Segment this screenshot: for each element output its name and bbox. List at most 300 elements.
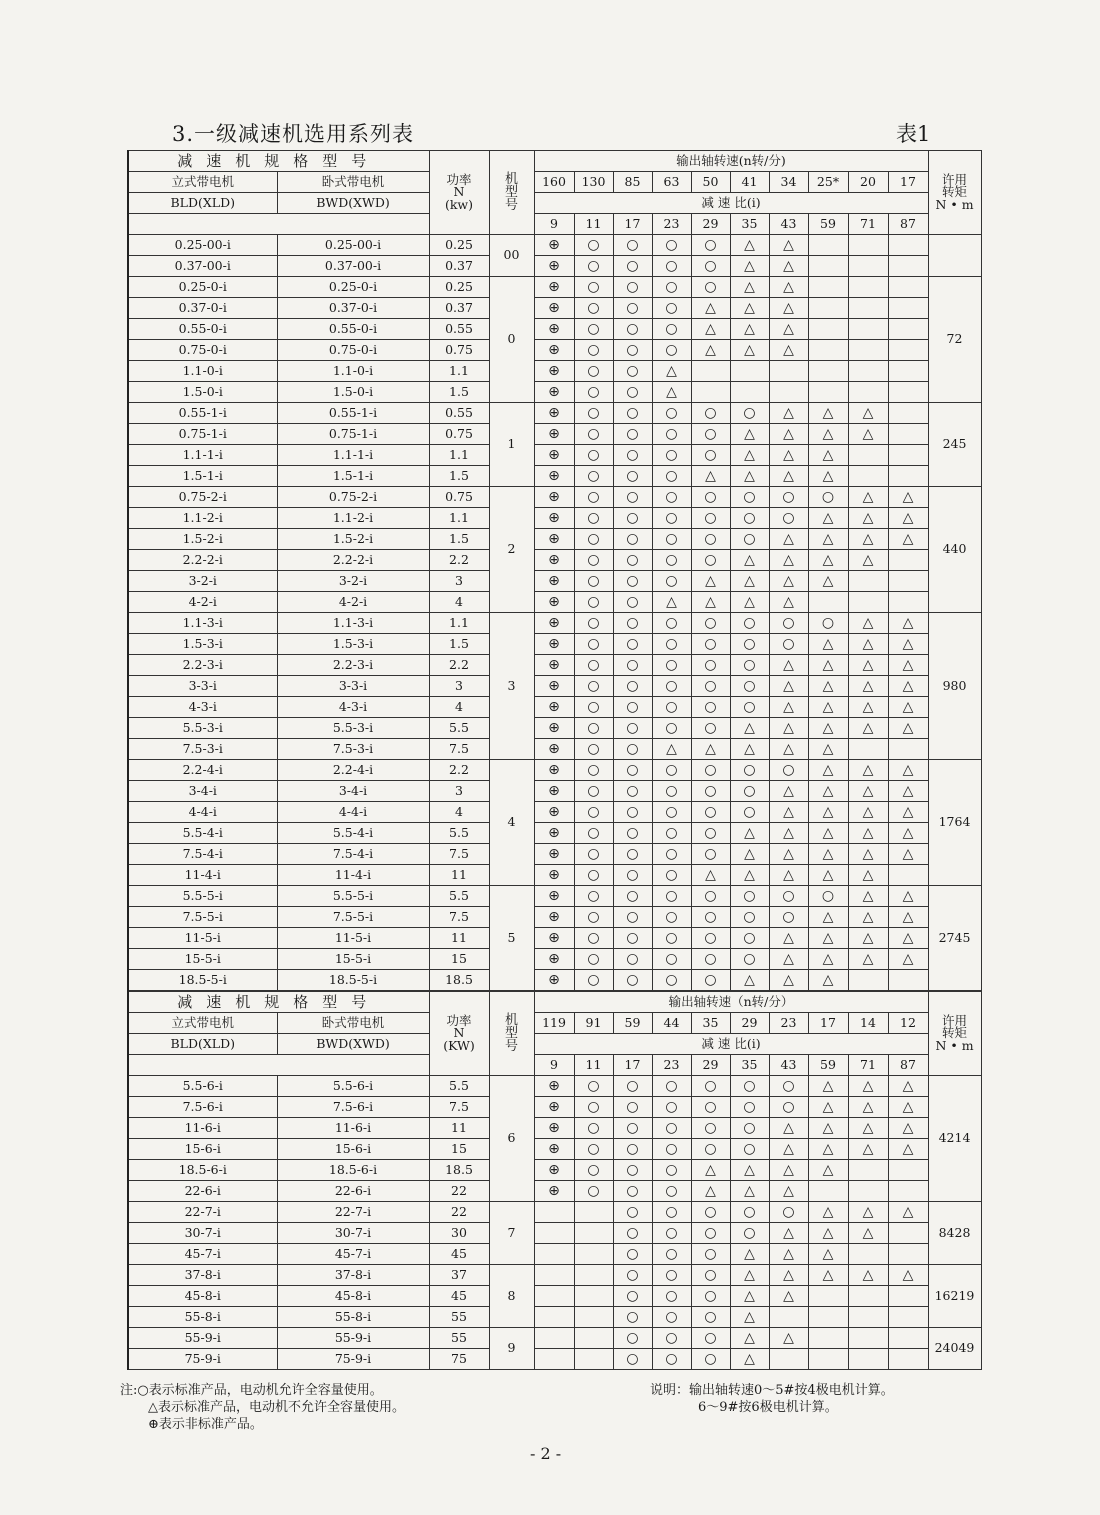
- torque-value: 980: [928, 613, 981, 760]
- standard-limited-icon: △: [808, 739, 848, 760]
- nonstandard-icon: ⊕: [534, 1097, 574, 1118]
- standard-full-icon: ○: [652, 298, 691, 319]
- standard-limited-icon: △: [888, 928, 928, 949]
- empty-cell: [848, 970, 888, 991]
- empty-cell: [888, 403, 928, 424]
- empty-cell: [888, 1328, 928, 1349]
- vertical-model: 0.55-0-i: [128, 319, 277, 340]
- nonstandard-icon: ⊕: [534, 550, 574, 571]
- ratio-value: 23: [652, 214, 691, 235]
- nonstandard-icon: ⊕: [534, 1139, 574, 1160]
- standard-full-icon: ○: [691, 949, 730, 970]
- standard-limited-icon: △: [848, 1265, 888, 1286]
- nonstandard-icon: ⊕: [534, 676, 574, 697]
- header-spacer: [128, 214, 429, 235]
- standard-full-icon: ○: [574, 844, 613, 865]
- speed-value: 44: [652, 1013, 691, 1034]
- note-line-3: ⊕表示非标准产品。: [148, 1417, 263, 1432]
- standard-full-icon: ○: [652, 1349, 691, 1370]
- torque-value: 4214: [928, 1076, 981, 1202]
- speed-value: 25*: [808, 172, 848, 193]
- power-value: 0.25: [429, 235, 489, 256]
- standard-limited-icon: △: [808, 781, 848, 802]
- standard-limited-icon: △: [691, 298, 730, 319]
- power-value: 0.37: [429, 256, 489, 277]
- power-value: 5.5: [429, 1076, 489, 1097]
- horizontal-model: 3-4-i: [277, 781, 429, 802]
- nonstandard-icon: ⊕: [534, 781, 574, 802]
- standard-limited-icon: △: [848, 403, 888, 424]
- standard-full-icon: ○: [769, 1097, 808, 1118]
- ratio-header: 减 速 比(i): [534, 1034, 928, 1055]
- power-value: 1.1: [429, 508, 489, 529]
- standard-full-icon: ○: [691, 970, 730, 991]
- standard-full-icon: ○: [613, 1181, 652, 1202]
- speed-value: 20: [848, 172, 888, 193]
- standard-limited-icon: △: [888, 676, 928, 697]
- standard-limited-icon: △: [769, 655, 808, 676]
- table-row: [128, 1181, 981, 1202]
- speed-header: 输出轴转速（n转/分）: [534, 992, 928, 1013]
- explanation-line-1: 说明：输出轴转速0～5#按4极电机计算。: [650, 1383, 894, 1398]
- standard-limited-icon: △: [808, 550, 848, 571]
- horizontal-model: 55-9-i: [277, 1328, 429, 1349]
- standard-full-icon: ○: [691, 760, 730, 781]
- horizontal-model: 1.5-3-i: [277, 634, 429, 655]
- empty-cell: [888, 382, 928, 403]
- standard-full-icon: ○: [613, 970, 652, 991]
- standard-limited-icon: △: [888, 529, 928, 550]
- vertical-model: 22-6-i: [128, 1181, 277, 1202]
- standard-limited-icon: △: [888, 634, 928, 655]
- frame-header-line: 机: [504, 172, 518, 187]
- standard-full-icon: ○: [730, 1202, 769, 1223]
- standard-limited-icon: △: [808, 823, 848, 844]
- table-row: [128, 571, 981, 592]
- vertical-model: 0.75-2-i: [128, 487, 277, 508]
- table-row: [128, 781, 981, 802]
- standard-full-icon: ○: [613, 760, 652, 781]
- vertical-model: 30-7-i: [128, 1223, 277, 1244]
- standard-full-icon: ○: [613, 1244, 652, 1265]
- horizontal-model: 1.1-0-i: [277, 361, 429, 382]
- standard-full-icon: ○: [730, 802, 769, 823]
- standard-full-icon: ○: [808, 613, 848, 634]
- standard-full-icon: ○: [652, 256, 691, 277]
- standard-full-icon: ○: [691, 424, 730, 445]
- frame-number: 00: [489, 235, 534, 277]
- empty-cell: [574, 1244, 613, 1265]
- standard-full-icon: ○: [574, 676, 613, 697]
- header-row: [128, 1055, 981, 1076]
- table-row: [128, 508, 981, 529]
- vertical-model: 37-8-i: [128, 1265, 277, 1286]
- power-value: 3: [429, 571, 489, 592]
- standard-full-icon: ○: [574, 424, 613, 445]
- standard-full-icon: ○: [691, 277, 730, 298]
- nonstandard-icon: ⊕: [534, 865, 574, 886]
- speed-value: 85: [613, 172, 652, 193]
- standard-limited-icon: △: [769, 823, 808, 844]
- empty-cell: [888, 1160, 928, 1181]
- standard-full-icon: ○: [613, 445, 652, 466]
- power-value: 4: [429, 592, 489, 613]
- standard-limited-icon: △: [848, 1076, 888, 1097]
- standard-limited-icon: △: [848, 550, 888, 571]
- horizontal-model: 2.2-2-i: [277, 550, 429, 571]
- standard-full-icon: ○: [652, 718, 691, 739]
- standard-full-icon: ○: [574, 613, 613, 634]
- standard-limited-icon: △: [808, 1160, 848, 1181]
- standard-limited-icon: △: [691, 865, 730, 886]
- horizontal-model: 11-4-i: [277, 865, 429, 886]
- standard-limited-icon: △: [769, 1265, 808, 1286]
- torque-header-line: N • m: [935, 196, 974, 212]
- standard-limited-icon: △: [691, 1181, 730, 1202]
- empty-cell: [574, 1307, 613, 1328]
- standard-limited-icon: △: [808, 1097, 848, 1118]
- standard-limited-icon: △: [888, 1265, 928, 1286]
- empty-cell: [534, 1286, 574, 1307]
- standard-full-icon: ○: [574, 235, 613, 256]
- horizontal-model: 22-6-i: [277, 1181, 429, 1202]
- note-standard-full: ○表示标准产品，电动机允许全容量使用。: [137, 1383, 383, 1398]
- standard-full-icon: ○: [652, 1265, 691, 1286]
- standard-full-icon: ○: [691, 1307, 730, 1328]
- empty-cell: [848, 445, 888, 466]
- speed-value: 29: [730, 1013, 769, 1034]
- vertical-model: 1.1-3-i: [128, 613, 277, 634]
- standard-full-icon: ○: [574, 1097, 613, 1118]
- ratio-value: 35: [730, 214, 769, 235]
- empty-cell: [888, 1349, 928, 1370]
- frame-number: 7: [489, 1202, 534, 1265]
- standard-full-icon: ○: [613, 928, 652, 949]
- explanation-line-2: 6～9#按6极电机计算。: [698, 1400, 838, 1415]
- ratio-value: 23: [652, 1055, 691, 1076]
- power-header-line: N: [453, 1025, 465, 1041]
- horizontal-model: 7.5-3-i: [277, 739, 429, 760]
- standard-full-icon: ○: [652, 928, 691, 949]
- nonstandard-icon: ⊕: [534, 823, 574, 844]
- standard-full-icon: ○: [613, 1349, 652, 1370]
- speed-value: 63: [652, 172, 691, 193]
- nonstandard-icon: ⊕: [534, 1118, 574, 1139]
- standard-full-icon: ○: [691, 928, 730, 949]
- horizontal-model: 15-6-i: [277, 1139, 429, 1160]
- standard-full-icon: ○: [769, 886, 808, 907]
- standard-limited-icon: △: [769, 1139, 808, 1160]
- standard-limited-icon: △: [808, 1118, 848, 1139]
- empty-cell: [730, 361, 769, 382]
- standard-full-icon: ○: [574, 928, 613, 949]
- empty-cell: [888, 424, 928, 445]
- standard-full-icon: ○: [574, 1181, 613, 1202]
- standard-limited-icon: △: [808, 1076, 848, 1097]
- standard-limited-icon: △: [691, 340, 730, 361]
- power-value: 4: [429, 802, 489, 823]
- standard-limited-icon: △: [730, 1286, 769, 1307]
- nonstandard-icon: ⊕: [534, 466, 574, 487]
- power-value: 18.5: [429, 970, 489, 991]
- horizontal-model: 18.5-6-i: [277, 1160, 429, 1181]
- standard-full-icon: ○: [730, 529, 769, 550]
- nonstandard-icon: ⊕: [534, 718, 574, 739]
- standard-full-icon: ○: [730, 1076, 769, 1097]
- table-row: [128, 298, 981, 319]
- frame-number: 3: [489, 613, 534, 760]
- standard-full-icon: ○: [652, 445, 691, 466]
- vertical-model-code: BLD(XLD): [128, 193, 277, 214]
- table-row: [128, 340, 981, 361]
- standard-limited-icon: △: [888, 907, 928, 928]
- standard-full-icon: ○: [574, 760, 613, 781]
- standard-limited-icon: △: [848, 655, 888, 676]
- vertical-model: 45-8-i: [128, 1286, 277, 1307]
- standard-full-icon: ○: [574, 256, 613, 277]
- standard-full-icon: ○: [613, 1076, 652, 1097]
- standard-full-icon: ○: [691, 508, 730, 529]
- table-row: [128, 319, 981, 340]
- power-value: 45: [429, 1244, 489, 1265]
- empty-cell: [769, 1349, 808, 1370]
- standard-full-icon: ○: [613, 886, 652, 907]
- standard-full-icon: ○: [730, 508, 769, 529]
- standard-limited-icon: △: [888, 1202, 928, 1223]
- standard-limited-icon: △: [848, 424, 888, 445]
- nonstandard-icon: ⊕: [534, 1076, 574, 1097]
- standard-full-icon: ○: [691, 1328, 730, 1349]
- standard-full-icon: ○: [574, 361, 613, 382]
- vertical-motor-header: 立式带电机: [128, 172, 277, 193]
- nonstandard-icon: ⊕: [534, 697, 574, 718]
- power-value: 11: [429, 865, 489, 886]
- standard-limited-icon: △: [769, 970, 808, 991]
- horizontal-model: 75-9-i: [277, 1349, 429, 1370]
- empty-cell: [888, 466, 928, 487]
- ratio-value: 29: [691, 1055, 730, 1076]
- empty-cell: [888, 571, 928, 592]
- horizontal-model: 45-8-i: [277, 1286, 429, 1307]
- empty-cell: [888, 361, 928, 382]
- standard-full-icon: ○: [613, 550, 652, 571]
- standard-limited-icon: △: [888, 1139, 928, 1160]
- standard-full-icon: ○: [613, 1328, 652, 1349]
- vertical-model: 3-3-i: [128, 676, 277, 697]
- standard-full-icon: ○: [769, 1076, 808, 1097]
- standard-full-icon: ○: [574, 1118, 613, 1139]
- standard-full-icon: ○: [691, 1286, 730, 1307]
- nonstandard-icon: ⊕: [534, 340, 574, 361]
- empty-cell: [848, 571, 888, 592]
- standard-full-icon: ○: [691, 487, 730, 508]
- horizontal-model: 1.1-3-i: [277, 613, 429, 634]
- nonstandard-icon: ⊕: [534, 424, 574, 445]
- standard-full-icon: ○: [691, 1139, 730, 1160]
- standard-full-icon: ○: [574, 655, 613, 676]
- standard-full-icon: ○: [613, 676, 652, 697]
- nonstandard-icon: ⊕: [534, 1181, 574, 1202]
- power-value: 22: [429, 1181, 489, 1202]
- standard-limited-icon: △: [808, 844, 848, 865]
- power-value: 1.5: [429, 529, 489, 550]
- nonstandard-icon: ⊕: [534, 256, 574, 277]
- standard-full-icon: ○: [652, 655, 691, 676]
- nonstandard-icon: ⊕: [534, 403, 574, 424]
- standard-limited-icon: △: [808, 508, 848, 529]
- spec-header: 减速机规格型号: [128, 151, 429, 172]
- standard-limited-icon: △: [730, 445, 769, 466]
- vertical-model: 18.5-5-i: [128, 970, 277, 991]
- standard-limited-icon: △: [848, 1139, 888, 1160]
- ratio-value: 29: [691, 214, 730, 235]
- standard-full-icon: ○: [730, 697, 769, 718]
- standard-full-icon: ○: [574, 907, 613, 928]
- empty-cell: [769, 1307, 808, 1328]
- standard-limited-icon: △: [888, 613, 928, 634]
- standard-limited-icon: △: [808, 1244, 848, 1265]
- empty-cell: [888, 445, 928, 466]
- standard-limited-icon: △: [769, 1160, 808, 1181]
- standard-full-icon: ○: [574, 1160, 613, 1181]
- speed-value: 50: [691, 172, 730, 193]
- frame-header-line: 型: [504, 185, 518, 200]
- standard-full-icon: ○: [769, 487, 808, 508]
- speed-value: 35: [691, 1013, 730, 1034]
- empty-cell: [888, 1244, 928, 1265]
- vertical-model-code: BLD(XLD): [128, 1034, 277, 1055]
- standard-full-icon: ○: [730, 613, 769, 634]
- standard-full-icon: ○: [574, 403, 613, 424]
- horizontal-model: 11-6-i: [277, 1118, 429, 1139]
- standard-limited-icon: △: [730, 424, 769, 445]
- standard-limited-icon: △: [888, 718, 928, 739]
- standard-limited-icon: △: [848, 1223, 888, 1244]
- horizontal-model: 11-5-i: [277, 928, 429, 949]
- spec-header: 减速机规格型号: [128, 992, 429, 1013]
- standard-limited-icon: △: [730, 550, 769, 571]
- empty-cell: [888, 1286, 928, 1307]
- standard-full-icon: ○: [730, 487, 769, 508]
- standard-limited-icon: △: [730, 235, 769, 256]
- table-row: [128, 1265, 981, 1286]
- standard-limited-icon: △: [808, 1223, 848, 1244]
- nonstandard-icon: ⊕: [534, 844, 574, 865]
- standard-full-icon: ○: [574, 571, 613, 592]
- torque-header-line: 许用: [941, 1012, 967, 1028]
- empty-cell: [848, 1307, 888, 1328]
- standard-limited-icon: △: [769, 676, 808, 697]
- horizontal-model: 1.5-1-i: [277, 466, 429, 487]
- power-value: 75: [429, 1349, 489, 1370]
- standard-full-icon: ○: [652, 886, 691, 907]
- standard-full-icon: ○: [613, 844, 652, 865]
- vertical-model: 1.1-0-i: [128, 361, 277, 382]
- standard-full-icon: ○: [730, 676, 769, 697]
- standard-limited-icon: △: [769, 1223, 808, 1244]
- torque-header-line: 转矩: [941, 1025, 967, 1041]
- standard-full-icon: ○: [652, 781, 691, 802]
- standard-limited-icon: △: [691, 592, 730, 613]
- empty-cell: [888, 970, 928, 991]
- empty-cell: [534, 1349, 574, 1370]
- power-value: 15: [429, 1139, 489, 1160]
- nonstandard-icon: ⊕: [534, 970, 574, 991]
- standard-limited-icon: △: [808, 676, 848, 697]
- standard-limited-icon: △: [848, 844, 888, 865]
- vertical-model: 0.25-00-i: [128, 235, 277, 256]
- standard-full-icon: ○: [652, 1097, 691, 1118]
- table-row: [128, 907, 981, 928]
- horizontal-model: 22-7-i: [277, 1202, 429, 1223]
- empty-cell: [848, 1160, 888, 1181]
- horizontal-model: 30-7-i: [277, 1223, 429, 1244]
- standard-limited-icon: △: [769, 802, 808, 823]
- standard-full-icon: ○: [613, 592, 652, 613]
- empty-cell: [574, 1202, 613, 1223]
- table-row: [128, 382, 981, 403]
- empty-cell: [888, 277, 928, 298]
- standard-full-icon: ○: [769, 1202, 808, 1223]
- standard-full-icon: ○: [613, 949, 652, 970]
- standard-full-icon: ○: [574, 487, 613, 508]
- vertical-model: 7.5-3-i: [128, 739, 277, 760]
- standard-full-icon: ○: [652, 697, 691, 718]
- standard-limited-icon: △: [848, 781, 888, 802]
- standard-limited-icon: △: [808, 571, 848, 592]
- standard-limited-icon: △: [730, 1181, 769, 1202]
- power-value: 5.5: [429, 886, 489, 907]
- standard-full-icon: ○: [730, 760, 769, 781]
- standard-limited-icon: △: [730, 466, 769, 487]
- vertical-model: 1.1-2-i: [128, 508, 277, 529]
- standard-full-icon: ○: [652, 277, 691, 298]
- power-value: 2.2: [429, 760, 489, 781]
- standard-full-icon: ○: [613, 655, 652, 676]
- standard-full-icon: ○: [652, 970, 691, 991]
- standard-full-icon: ○: [730, 634, 769, 655]
- frame-number: 2: [489, 487, 534, 613]
- ratio-value: 43: [769, 1055, 808, 1076]
- standard-limited-icon: △: [808, 655, 848, 676]
- power-value: 1.5: [429, 634, 489, 655]
- standard-full-icon: ○: [691, 655, 730, 676]
- standard-full-icon: ○: [730, 1223, 769, 1244]
- standard-limited-icon: △: [808, 970, 848, 991]
- standard-limited-icon: △: [730, 340, 769, 361]
- empty-cell: [848, 739, 888, 760]
- standard-full-icon: ○: [574, 718, 613, 739]
- standard-limited-icon: △: [769, 781, 808, 802]
- horizontal-model: 5.5-3-i: [277, 718, 429, 739]
- horizontal-model: 0.37-00-i: [277, 256, 429, 277]
- standard-full-icon: ○: [691, 823, 730, 844]
- empty-cell: [808, 1181, 848, 1202]
- power-value: 0.55: [429, 403, 489, 424]
- empty-cell: [848, 298, 888, 319]
- standard-limited-icon: △: [769, 844, 808, 865]
- standard-full-icon: ○: [691, 445, 730, 466]
- standard-full-icon: ○: [613, 424, 652, 445]
- standard-limited-icon: △: [888, 508, 928, 529]
- horizontal-model-code: BWD(XWD): [277, 1034, 429, 1055]
- standard-full-icon: ○: [613, 1160, 652, 1181]
- nonstandard-icon: ⊕: [534, 928, 574, 949]
- table-row: [128, 277, 981, 298]
- speed-value: 17: [808, 1013, 848, 1034]
- header-row: [128, 1013, 981, 1034]
- empty-cell: [808, 361, 848, 382]
